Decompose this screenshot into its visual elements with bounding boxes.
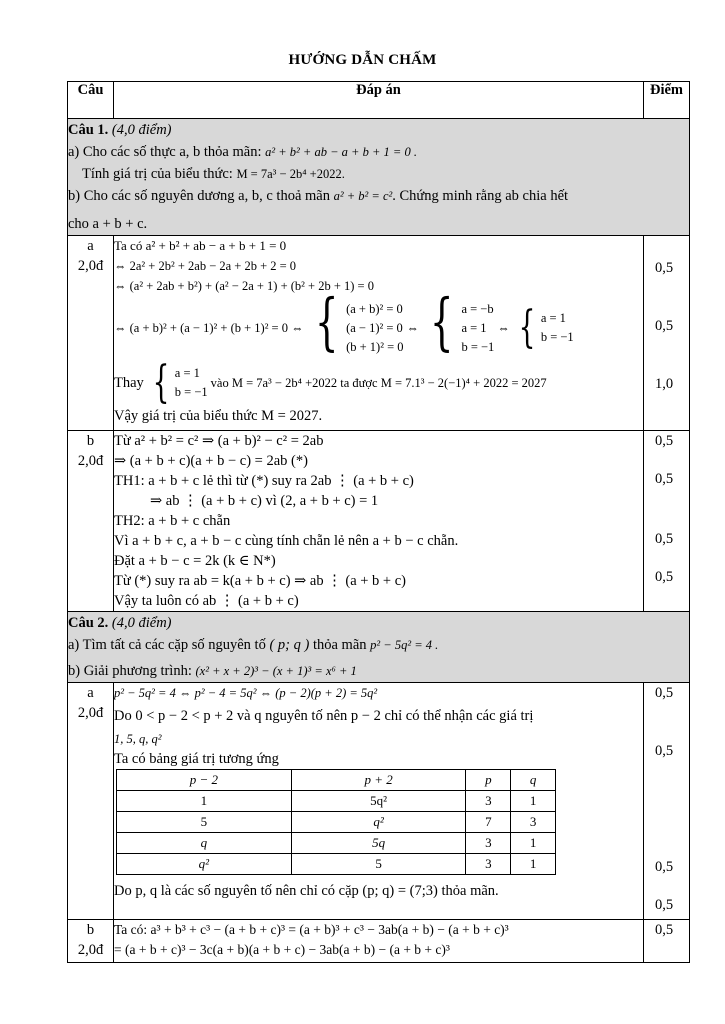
q1b-point-1: 0,5 bbox=[654, 433, 674, 449]
table-row bbox=[117, 854, 556, 875]
answer-1a-row: a 2,0đ Ta có a² + b² + ab − a + b + 1 = 0 ⇔ 2a² + 2b² + 2ab − 2a + 2b + 2 = 0 ⇔ (a² + 2ab + b²) + (a² − 2a + 1) + (b² + 2b + 1) = 0 ⇔ (a + b)² + (a − 1)² + (b + 1)² = 0 ⇔ { (a + b)² = 0 (a − 1)² = 0 (b + 1)² = 0 ⇔ { a = −b a = 1 b = −1 ⇔ { a = 1 b = −1 Thay { a = 1 b = −1 vào M = 7a³ − 2b⁴ +2022 ta được M = 7.1³ − 2(−1)⁴ + 2022 = 2027 Vậy giá trị của biểu thức M = 2027. 0,5 0,5 1,0 bbox=[68, 236, 690, 431]
value-table-head-cell: p + 2 bbox=[291, 770, 466, 791]
q2b-score: 2,0đ bbox=[77, 942, 104, 958]
table-cell: 1 bbox=[511, 833, 556, 854]
q2a-line5: Do p, q là các số nguyên tố nên chỉ có cặp (p; q) = (7;3) thỏa mãn. bbox=[114, 883, 499, 899]
q2b-label: b bbox=[86, 922, 95, 938]
q2-a-equation: p² − 5q² = 4 . bbox=[370, 638, 439, 652]
header-diem: Điểm bbox=[644, 82, 690, 119]
q1b-label: b bbox=[86, 433, 95, 449]
q1a-label: a bbox=[87, 238, 94, 254]
q2a-line4: Ta có bảng giá trị tương ứng bbox=[114, 751, 279, 767]
q1-a-equation: a² + b² + ab − a + b + 1 = 0 . bbox=[265, 145, 417, 159]
table-cell: 5 bbox=[291, 854, 466, 875]
q1-points: (4,0 điểm) bbox=[111, 122, 172, 138]
q1-a-compute: Tính giá trị của biểu thức: bbox=[82, 166, 233, 182]
q2-a-mid: thỏa mãn bbox=[312, 637, 367, 653]
header-cau: Câu bbox=[68, 82, 114, 119]
q1b-line8: Từ (*) suy ra ab = k(a + b + c) ⇒ ab ⋮ (a + b + c) bbox=[114, 573, 406, 589]
table-header bbox=[68, 82, 690, 119]
q1a-sys3-1: b = −1 bbox=[540, 330, 574, 344]
q1a-line2: ⇔ 2a² + 2b² + 2ab − 2a + 2b + 2 = 0 bbox=[114, 259, 297, 273]
value-table-head-cell: q bbox=[511, 770, 556, 791]
q2b-line2: = (a + b + c)³ − 3c(a + b)(a + b + c) − 3ab(a + b) − (a + b + c)³ bbox=[114, 942, 450, 957]
q1a-point-3: 1,0 bbox=[654, 376, 674, 392]
header-dap-an: Đáp án bbox=[114, 82, 644, 119]
q1a-arrow: ⇔ bbox=[406, 321, 419, 335]
q1b-line3: TH1: a + b + c lẻ thì từ (*) suy ra 2ab ⋮ (a + b + c) bbox=[114, 473, 414, 489]
q1-b-rest2: cho a + b + c. bbox=[68, 216, 148, 232]
value-table-head-cell: p − 2 bbox=[117, 770, 292, 791]
table-cell: 3 bbox=[511, 812, 556, 833]
table-cell: 5q bbox=[291, 833, 466, 854]
q2a-line3: 1, 5, q, q² bbox=[114, 732, 162, 746]
q1a-sys2-2: b = −1 bbox=[461, 339, 495, 354]
table-cell: q² bbox=[117, 854, 292, 875]
q1-title: Câu 1. bbox=[68, 122, 109, 138]
value-table-header bbox=[117, 770, 556, 791]
q1b-score: 2,0đ bbox=[77, 453, 104, 469]
q1b-line5: TH2: a + b + c chẵn bbox=[114, 513, 231, 529]
q1a-sys4-0: a = 1 bbox=[174, 366, 200, 380]
q1a-point-2: 0,5 bbox=[654, 318, 674, 334]
q1a-line4: ⇔ (a + b)² + (a − 1)² + (b + 1)² = 0 ⇔ bbox=[114, 321, 304, 335]
answer-1b-row bbox=[68, 431, 690, 612]
q1-b-equation: a² + b² = c² bbox=[333, 189, 393, 203]
q1a-sys4-1: b = −1 bbox=[174, 385, 208, 399]
q1a-sys1-2: (b + 1)² = 0 bbox=[346, 339, 404, 354]
table-row bbox=[117, 812, 556, 833]
answer-2a-row bbox=[68, 683, 690, 920]
q1a-sys2-0: a = −b bbox=[461, 301, 494, 316]
q2-a-pair: ( p; q ) bbox=[269, 637, 310, 653]
table-row bbox=[117, 833, 556, 854]
question-1-row bbox=[68, 119, 690, 236]
q1b-line4: ⇒ ab ⋮ (a + b + c) vì (2, a + b + c) = 1 bbox=[150, 493, 379, 509]
q1a-thay: Thay bbox=[114, 375, 144, 391]
table-cell: 3 bbox=[466, 833, 511, 854]
question-2-row bbox=[68, 612, 690, 683]
q1a-sys1-0: (a + b)² = 0 bbox=[346, 301, 403, 316]
q1b-line7: Đặt a + b − c = 2k (k ∈ N*) bbox=[114, 553, 276, 569]
table-cell: 7 bbox=[466, 812, 511, 833]
q1b-line2: ⇒ (a + b + c)(a + b − c) = 2ab (*) bbox=[114, 453, 308, 469]
q1a-score: 2,0đ bbox=[77, 258, 104, 274]
q1a-line3: ⇔ (a² + 2ab + b²) + (a² − 2a + 1) + (b² + 2b + 1) = 0 bbox=[114, 279, 374, 293]
table-cell: 5q² bbox=[291, 791, 466, 812]
q2-points: (4,0 điểm) bbox=[111, 615, 172, 631]
q1a-conclusion: Vậy giá trị của biểu thức M = 2027. bbox=[114, 408, 323, 424]
table-cell: 5 bbox=[117, 812, 292, 833]
value-table-head-cell: p bbox=[466, 770, 511, 791]
q2a-line2: Do 0 < p − 2 < p + 2 và q nguyên tố nên p − 2 chỉ có thể nhận các giá trị bbox=[114, 708, 534, 724]
q2a-score: 2,0đ bbox=[77, 705, 104, 721]
q2a-point-1: 0,5 bbox=[654, 685, 674, 701]
page-title: HƯỚNG DẪN CHẤM bbox=[288, 52, 437, 68]
q1a-line1: Ta có a² + b² + ab − a + b + 1 = 0 bbox=[114, 238, 287, 253]
table-cell: 1 bbox=[511, 854, 556, 875]
q2-b-equation: (x² + x + 2)³ − (x + 1)³ = x⁶ + 1 bbox=[195, 664, 357, 678]
q1-b-text: b) Cho các số nguyên dương a, b, c thoả mãn bbox=[68, 188, 330, 204]
table-cell: 3 bbox=[466, 854, 511, 875]
q1-a-expression: M = 7a³ − 2b⁴ +2022. bbox=[236, 167, 345, 181]
q1b-line1: Từ a² + b² = c² ⇒ (a + b)² − c² = 2ab bbox=[114, 433, 324, 449]
q1-a-text: a) Cho các số thực a, b thỏa mãn: bbox=[68, 144, 262, 160]
table-cell: 3 bbox=[466, 791, 511, 812]
q2a-point-3: 0,5 bbox=[654, 859, 674, 875]
q2b-point-1: 0,5 bbox=[654, 922, 674, 938]
q2a-line1: p² − 5q² = 4 ⇔ p² − 4 = 5q² ⇔ (p − 2)(p + 2) = 5q² bbox=[114, 686, 378, 700]
table-row bbox=[117, 791, 556, 812]
q2-title: Câu 2. bbox=[68, 615, 109, 631]
answer-2b-row bbox=[68, 920, 690, 963]
q1-b-rest: . Chứng minh rằng ab chia hết bbox=[392, 188, 569, 204]
q1b-point-4: 0,5 bbox=[654, 569, 674, 585]
q1a-sys3-0: a = 1 bbox=[540, 311, 566, 325]
q1a-sys1-1: (a − 1)² = 0 bbox=[346, 320, 403, 335]
q1b-line6: Vì a + b + c, a + b − c cùng tính chẵn lẻ nên a + b − c chẵn. bbox=[114, 533, 459, 549]
q1a-vao: vào M = 7a³ − 2b⁴ +2022 ta được M = 7.1³ − 2(−1)⁴ + 2022 = 2027 bbox=[210, 376, 547, 390]
q1a-sys2-1: a = 1 bbox=[461, 320, 487, 335]
q2a-point-4: 0,5 bbox=[654, 897, 674, 913]
answer-table bbox=[67, 81, 690, 963]
table-cell: q bbox=[117, 833, 292, 854]
table-cell: q² bbox=[291, 812, 466, 833]
q2b-line1: Ta có: a³ + b³ + c³ − (a + b + c)³ = (a + b)³ + c³ − 3ab(a + b) − (a + b + c)³ bbox=[114, 922, 509, 937]
table-cell: 1 bbox=[117, 791, 292, 812]
q1b-point-3: 0,5 bbox=[654, 531, 674, 547]
q1a-point-1: 0,5 bbox=[654, 260, 674, 276]
table-cell: 1 bbox=[511, 791, 556, 812]
q2-a-text: a) Tìm tất cả các cặp số nguyên tố bbox=[68, 637, 266, 653]
q2-b-text: b) Giải phương trình: bbox=[68, 663, 192, 679]
q1b-line9: Vậy ta luôn có ab ⋮ (a + b + c) bbox=[114, 593, 299, 609]
q1a-arrow-2: ⇔ bbox=[497, 321, 510, 335]
q2a-label: a bbox=[87, 685, 94, 701]
value-table bbox=[116, 769, 556, 875]
q2a-point-2: 0,5 bbox=[654, 743, 674, 759]
q1b-point-2: 0,5 bbox=[654, 471, 674, 487]
